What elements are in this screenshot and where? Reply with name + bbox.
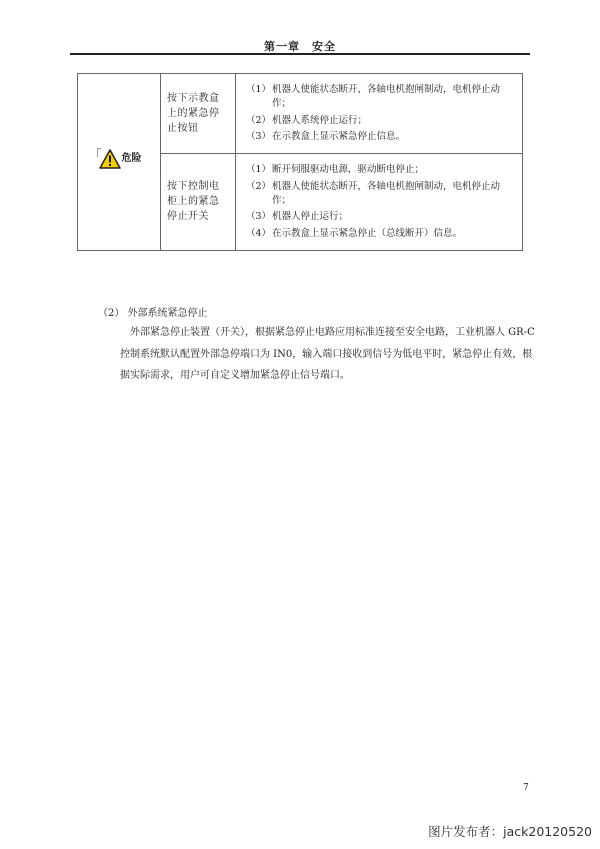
item-number: （2） [246,114,272,126]
item-text: 在示教盒上显示紧急停止信息。 [272,131,406,143]
publisher-watermark: 图片发布者：jack20120520 [428,824,592,839]
item-text: 断开伺服驱动电源，驱动断电停止； [272,164,425,176]
list-item [246,210,518,224]
list-item [246,180,518,208]
header-divider [70,53,530,55]
warning-triangle-icon [97,148,121,170]
item-text: 机器人使能状态断开，各轴电机抱闸制动，电机停止动作； [272,84,501,109]
item-text: 机器人系统停止运行； [272,114,368,126]
chapter-header: 第一章 安全 [264,40,336,53]
list-item [246,130,518,144]
danger-label: 危险 [121,152,142,164]
item-number: （4） [246,228,272,240]
list-item [246,114,518,128]
item-text: 机器人使能状态断开，各轴电机抱闸制动，电机停止动作； [272,180,501,206]
item-number: （2） [246,180,272,192]
item-number: （3） [246,211,272,223]
page-number: 7 [523,783,529,793]
danger-level-cell [78,74,161,251]
list-item [246,227,518,241]
result-list [236,154,523,251]
item-number: （3） [246,131,272,143]
item-text: 在示教盒上显示紧急停止（总线断开）信息。 [272,228,463,240]
action-cell: 按下控制电柜上的紧急停止开关 [161,154,236,251]
action-cell: 按下示教盒上的紧急停止按钮 [161,74,236,154]
list-item [246,83,518,111]
item-number: （1） [246,84,272,95]
section-body: 外部紧急停止装置（开关），根据紧急停止电路应用标准连接至安全电路，工业机器人 GR-C 控制系统默认配置外部急停端口为 IN0，输入端口接收到信号为低电平时，紧急停止有效，根据实际需求，用户可自定义增加紧急停止信号端口。 [120,327,535,381]
item-number: （1） [246,164,272,176]
table-row [78,74,523,154]
result-list [236,74,523,154]
item-text: 机器人停止运行； [272,211,349,223]
list-item [246,163,518,177]
section-heading: （2） 外部系统紧急停止 [98,308,208,319]
emergency-stop-table [77,73,523,251]
